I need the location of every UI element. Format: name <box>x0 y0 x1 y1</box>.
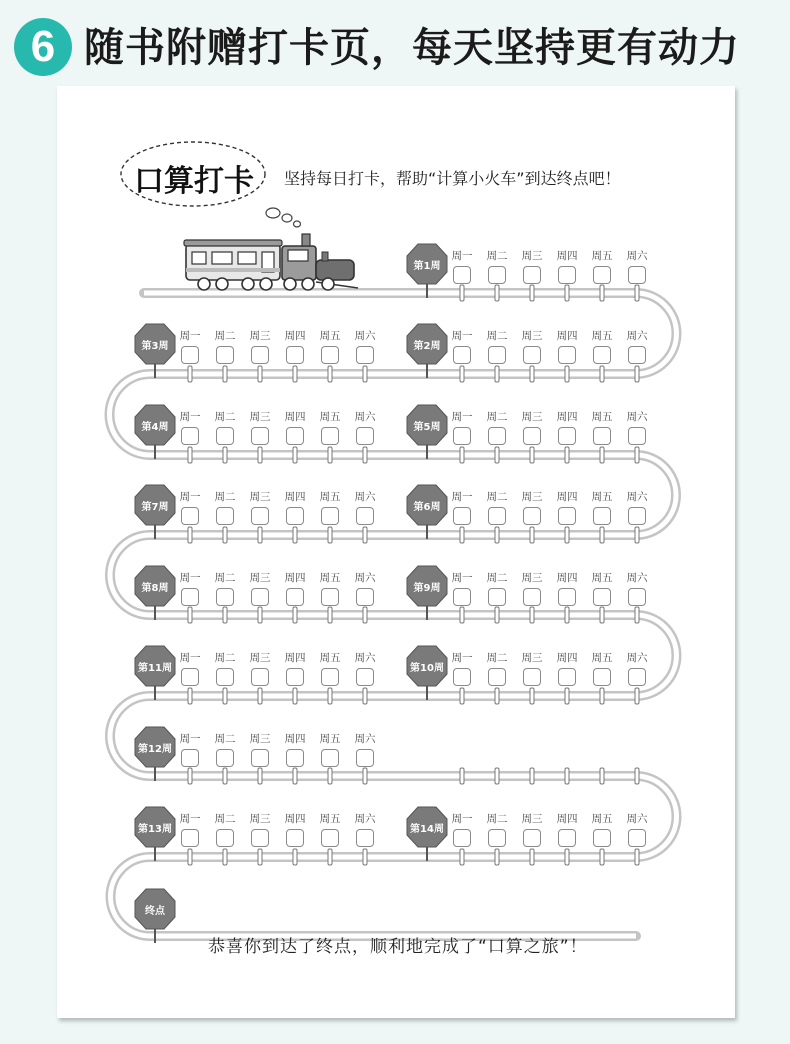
day-label: 周四 <box>284 330 306 342</box>
track-sleeper <box>600 607 604 623</box>
day-label: 周三 <box>249 491 271 503</box>
track-sleeper <box>363 849 367 865</box>
checkin-box[interactable] <box>453 668 471 686</box>
page-title: 口算打卡 <box>134 164 254 199</box>
day-label: 周三 <box>249 411 271 423</box>
checkin-box[interactable] <box>216 507 234 525</box>
checkin-box[interactable] <box>251 829 269 847</box>
checkin-box[interactable] <box>181 668 199 686</box>
day-label: 周一 <box>179 733 201 745</box>
track-sleeper <box>328 447 332 463</box>
checkin-box[interactable] <box>488 507 506 525</box>
checkin-box[interactable] <box>286 427 304 445</box>
day-label: 周五 <box>319 652 341 664</box>
checkin-box[interactable] <box>216 346 234 364</box>
checkin-box[interactable] <box>558 346 576 364</box>
track-sleeper <box>188 768 192 784</box>
day-label: 周四 <box>284 652 306 664</box>
checkin-box[interactable] <box>628 266 646 284</box>
thought-bubbles-icon <box>262 200 312 230</box>
track-sleeper <box>635 285 639 301</box>
checkin-box[interactable] <box>593 668 611 686</box>
track-sleeper <box>223 849 227 865</box>
week-sign-6-label: 第6周 <box>413 502 441 513</box>
checkin-box[interactable] <box>216 749 234 767</box>
checkin-box[interactable] <box>321 829 339 847</box>
checkin-box[interactable] <box>251 668 269 686</box>
day-label: 周一 <box>179 813 201 825</box>
checkin-box[interactable] <box>321 507 339 525</box>
checkin-box[interactable] <box>523 588 541 606</box>
checkin-box[interactable] <box>628 507 646 525</box>
checkin-box[interactable] <box>628 829 646 847</box>
number-badge: 6 <box>14 18 72 76</box>
track-sleeper <box>223 366 227 382</box>
day-label: 周二 <box>214 330 236 342</box>
checkin-box[interactable] <box>321 427 339 445</box>
week-sign-4-label: 第4周 <box>141 422 169 433</box>
day-label: 周三 <box>521 491 543 503</box>
track-sleeper <box>293 688 297 704</box>
track-sleeper <box>188 688 192 704</box>
day-label: 周五 <box>319 330 341 342</box>
checkin-box[interactable] <box>356 346 374 364</box>
checkin-box[interactable] <box>286 588 304 606</box>
day-label: 周二 <box>486 572 508 584</box>
checkin-box[interactable] <box>523 507 541 525</box>
track-sleeper <box>293 527 297 543</box>
day-label: 周一 <box>451 813 473 825</box>
checkin-box[interactable] <box>453 266 471 284</box>
day-label: 周三 <box>249 652 271 664</box>
checkin-box[interactable] <box>488 346 506 364</box>
day-label: 周五 <box>319 491 341 503</box>
week-sign-5-label: 第5周 <box>413 422 441 433</box>
checkin-box[interactable] <box>321 749 339 767</box>
finish-message: 恭喜你到达了终点，顺利地完成了“口算之旅”！ <box>208 937 588 957</box>
banner-title: 随书附赠打卡页，每天坚持更有动力 <box>84 25 740 71</box>
track-sleeper <box>530 285 534 301</box>
track-sleeper <box>258 688 262 704</box>
track-sleeper <box>258 607 262 623</box>
checkin-box[interactable] <box>356 668 374 686</box>
checkin-box[interactable] <box>523 346 541 364</box>
track-sleeper <box>635 688 639 704</box>
track-sleeper <box>565 688 569 704</box>
checkin-box[interactable] <box>286 346 304 364</box>
day-label: 周二 <box>486 330 508 342</box>
day-label: 周六 <box>626 652 648 664</box>
track-sleeper <box>600 447 604 463</box>
checkin-box[interactable] <box>216 427 234 445</box>
track-sleeper <box>188 527 192 543</box>
track-sleeper <box>223 688 227 704</box>
track-sleeper <box>460 688 464 704</box>
checkin-box[interactable] <box>558 427 576 445</box>
day-label: 周四 <box>556 572 578 584</box>
day-label: 周四 <box>284 491 306 503</box>
track-sleeper <box>363 447 367 463</box>
checkin-box[interactable] <box>593 507 611 525</box>
track-sleeper <box>293 447 297 463</box>
checkin-box[interactable] <box>593 346 611 364</box>
day-label: 周五 <box>591 491 613 503</box>
checkin-box[interactable] <box>453 427 471 445</box>
day-label: 周三 <box>521 411 543 423</box>
day-label: 周四 <box>284 733 306 745</box>
track-sleeper <box>258 447 262 463</box>
day-label: 周二 <box>214 491 236 503</box>
day-label: 周一 <box>451 491 473 503</box>
checkin-box[interactable] <box>216 829 234 847</box>
track-sleeper <box>363 527 367 543</box>
track-sleeper <box>258 849 262 865</box>
day-label: 周二 <box>214 572 236 584</box>
checkin-box[interactable] <box>488 266 506 284</box>
track-sleeper <box>460 285 464 301</box>
day-label: 周六 <box>626 411 648 423</box>
checkin-box[interactable] <box>181 346 199 364</box>
track-sleeper <box>460 447 464 463</box>
day-label: 周一 <box>451 652 473 664</box>
day-label: 周六 <box>626 572 648 584</box>
day-label: 周五 <box>319 411 341 423</box>
checkin-box[interactable] <box>593 266 611 284</box>
track-sleeper <box>530 768 534 784</box>
checkin-box[interactable] <box>523 266 541 284</box>
day-label: 周一 <box>451 572 473 584</box>
day-label: 周四 <box>556 330 578 342</box>
day-label: 周四 <box>284 813 306 825</box>
day-label: 周六 <box>354 411 376 423</box>
checkin-box[interactable] <box>356 507 374 525</box>
week-sign-2-label: 第2周 <box>413 341 441 352</box>
checkin-box[interactable] <box>216 588 234 606</box>
track-sleeper <box>460 768 464 784</box>
checkin-box[interactable] <box>181 507 199 525</box>
track-sleeper <box>635 849 639 865</box>
track-sleeper <box>460 607 464 623</box>
checkin-box[interactable] <box>558 829 576 847</box>
week-sign-9-label: 第9周 <box>413 583 441 594</box>
day-label: 周三 <box>249 733 271 745</box>
track-sleeper <box>328 768 332 784</box>
track-sleeper <box>293 607 297 623</box>
checkin-box[interactable] <box>593 427 611 445</box>
day-label: 周二 <box>486 491 508 503</box>
checkin-box[interactable] <box>488 427 506 445</box>
track-sleeper <box>565 607 569 623</box>
day-label: 周一 <box>451 330 473 342</box>
track-sleeper <box>635 527 639 543</box>
track-sleeper <box>328 688 332 704</box>
day-label: 周四 <box>556 491 578 503</box>
day-label: 周六 <box>354 330 376 342</box>
checkin-box[interactable] <box>216 668 234 686</box>
track-sleeper <box>258 366 262 382</box>
checkin-box[interactable] <box>251 588 269 606</box>
checkin-box[interactable] <box>181 427 199 445</box>
checkin-box[interactable] <box>558 507 576 525</box>
day-label: 周五 <box>591 411 613 423</box>
checkin-box[interactable] <box>558 266 576 284</box>
day-label: 周二 <box>486 411 508 423</box>
checkin-box[interactable] <box>251 749 269 767</box>
track-sleeper <box>328 607 332 623</box>
checkin-box[interactable] <box>453 588 471 606</box>
checkin-box[interactable] <box>453 507 471 525</box>
track-sleeper <box>328 849 332 865</box>
checkin-box[interactable] <box>356 829 374 847</box>
day-label: 周五 <box>591 330 613 342</box>
track-sleeper <box>495 527 499 543</box>
track-sleeper <box>530 366 534 382</box>
track-sleeper <box>363 688 367 704</box>
week-sign-7-label: 第7周 <box>141 502 169 513</box>
track-sleeper <box>635 607 639 623</box>
checkin-box[interactable] <box>628 588 646 606</box>
checkin-box[interactable] <box>488 588 506 606</box>
track-sleeper <box>530 849 534 865</box>
week-sign-11-label: 第11周 <box>138 663 172 674</box>
track-sleeper <box>188 607 192 623</box>
day-label: 周四 <box>556 250 578 262</box>
track-sleeper <box>635 447 639 463</box>
week-sign-1-label: 第1周 <box>413 261 441 272</box>
day-label: 周四 <box>556 652 578 664</box>
track-sleeper <box>363 607 367 623</box>
track-sleeper <box>460 366 464 382</box>
day-label: 周三 <box>521 572 543 584</box>
checkin-box[interactable] <box>628 427 646 445</box>
track-sleeper <box>600 366 604 382</box>
track-sleeper <box>530 688 534 704</box>
checkin-box[interactable] <box>181 588 199 606</box>
day-label: 周三 <box>521 330 543 342</box>
track-sleeper <box>188 366 192 382</box>
day-label: 周六 <box>354 813 376 825</box>
day-label: 周一 <box>179 330 201 342</box>
checkin-box[interactable] <box>593 588 611 606</box>
day-label: 周五 <box>591 652 613 664</box>
page-subtitle: 坚持每日打卡，帮助“计算小火车”到达终点吧！ <box>284 169 621 188</box>
track-sleeper <box>530 447 534 463</box>
track-sleeper <box>495 849 499 865</box>
checkin-box[interactable] <box>356 749 374 767</box>
track-sleeper <box>188 849 192 865</box>
track-sleeper <box>635 366 639 382</box>
day-label: 周四 <box>556 411 578 423</box>
checkin-box[interactable] <box>453 346 471 364</box>
checkin-box[interactable] <box>453 829 471 847</box>
day-label: 周一 <box>451 411 473 423</box>
track-sleeper <box>600 688 604 704</box>
track-sleeper <box>565 447 569 463</box>
checkin-box[interactable] <box>286 749 304 767</box>
day-label: 周二 <box>214 652 236 664</box>
day-label: 周五 <box>319 733 341 745</box>
track-sleeper <box>495 768 499 784</box>
track-sleeper <box>495 366 499 382</box>
track-sleeper <box>565 849 569 865</box>
track-sleeper <box>328 366 332 382</box>
track-sleeper <box>565 768 569 784</box>
day-label: 周一 <box>179 491 201 503</box>
day-label: 周四 <box>284 411 306 423</box>
day-label: 周五 <box>591 813 613 825</box>
track-sleeper <box>600 285 604 301</box>
week-sign-14-label: 第14周 <box>410 824 444 835</box>
checkin-box[interactable] <box>628 668 646 686</box>
day-label: 周五 <box>591 572 613 584</box>
track-sleeper <box>460 849 464 865</box>
track-sleeper <box>258 527 262 543</box>
track-sleeper <box>293 849 297 865</box>
week-sign-8-label: 第8周 <box>141 583 169 594</box>
week-sign-3-label: 第3周 <box>141 341 169 352</box>
track-sleeper <box>328 527 332 543</box>
day-label: 周六 <box>354 733 376 745</box>
day-label: 周六 <box>354 572 376 584</box>
day-label: 周一 <box>179 572 201 584</box>
checkin-box[interactable] <box>321 668 339 686</box>
track-sleeper <box>565 366 569 382</box>
day-label: 周一 <box>179 411 201 423</box>
track-sleeper <box>600 768 604 784</box>
track-sleeper <box>223 768 227 784</box>
track-sleeper <box>258 768 262 784</box>
checkin-box[interactable] <box>251 427 269 445</box>
day-label: 周六 <box>626 250 648 262</box>
week-sign-10-label: 第10周 <box>410 663 444 674</box>
day-label: 周三 <box>249 572 271 584</box>
checkin-box[interactable] <box>251 507 269 525</box>
track-sleeper <box>188 447 192 463</box>
checkin-box[interactable] <box>628 346 646 364</box>
checkin-box[interactable] <box>593 829 611 847</box>
day-label: 周一 <box>179 652 201 664</box>
day-label: 周二 <box>486 250 508 262</box>
day-label: 周六 <box>354 491 376 503</box>
track-sleeper <box>223 607 227 623</box>
checkin-box[interactable] <box>286 507 304 525</box>
day-label: 周五 <box>591 250 613 262</box>
track-sleeper <box>530 607 534 623</box>
day-label: 周六 <box>626 491 648 503</box>
day-label: 周三 <box>521 652 543 664</box>
day-label: 周四 <box>284 572 306 584</box>
day-label: 周六 <box>354 652 376 664</box>
day-label: 周三 <box>249 813 271 825</box>
day-label: 周三 <box>521 813 543 825</box>
checkin-box[interactable] <box>181 749 199 767</box>
checkin-box[interactable] <box>286 668 304 686</box>
checkin-box[interactable] <box>558 668 576 686</box>
track-sleeper <box>293 366 297 382</box>
week-sign-12-label: 第12周 <box>138 744 172 755</box>
day-label: 周二 <box>214 733 236 745</box>
day-label: 周二 <box>486 813 508 825</box>
track-sleeper <box>530 527 534 543</box>
day-label: 周四 <box>556 813 578 825</box>
checkin-box[interactable] <box>558 588 576 606</box>
day-label: 周一 <box>451 250 473 262</box>
checkin-box[interactable] <box>356 427 374 445</box>
track-sleeper <box>635 768 639 784</box>
track-sleeper <box>565 285 569 301</box>
track-sleeper <box>495 607 499 623</box>
track-sleeper <box>223 527 227 543</box>
day-label: 周三 <box>521 250 543 262</box>
track-sleeper <box>460 527 464 543</box>
track-sleeper <box>495 285 499 301</box>
day-label: 周三 <box>249 330 271 342</box>
checkin-box[interactable] <box>523 668 541 686</box>
day-label: 周二 <box>214 813 236 825</box>
checkin-box[interactable] <box>321 588 339 606</box>
track-sleeper <box>495 688 499 704</box>
track-sleeper <box>363 768 367 784</box>
track-sleeper <box>363 366 367 382</box>
checkin-box[interactable] <box>181 829 199 847</box>
train-icon <box>182 232 362 294</box>
checkin-box[interactable] <box>251 346 269 364</box>
track-sleeper <box>565 527 569 543</box>
track-sleeper <box>495 447 499 463</box>
day-label: 周五 <box>319 572 341 584</box>
day-label: 周二 <box>486 652 508 664</box>
checkin-box[interactable] <box>488 829 506 847</box>
track-sleeper <box>293 768 297 784</box>
checkin-box[interactable] <box>286 829 304 847</box>
track-sleeper <box>600 849 604 865</box>
checkin-box[interactable] <box>488 668 506 686</box>
day-label: 周五 <box>319 813 341 825</box>
checkin-box[interactable] <box>356 588 374 606</box>
finish-sign-label: 终点 <box>145 906 165 917</box>
track-sleeper <box>223 447 227 463</box>
day-label: 周六 <box>626 330 648 342</box>
checkin-box[interactable] <box>523 829 541 847</box>
day-label: 周六 <box>626 813 648 825</box>
checkin-box[interactable] <box>523 427 541 445</box>
day-label: 周二 <box>214 411 236 423</box>
checkin-box[interactable] <box>321 346 339 364</box>
track-sleeper <box>600 527 604 543</box>
week-sign-13-label: 第13周 <box>138 824 172 835</box>
